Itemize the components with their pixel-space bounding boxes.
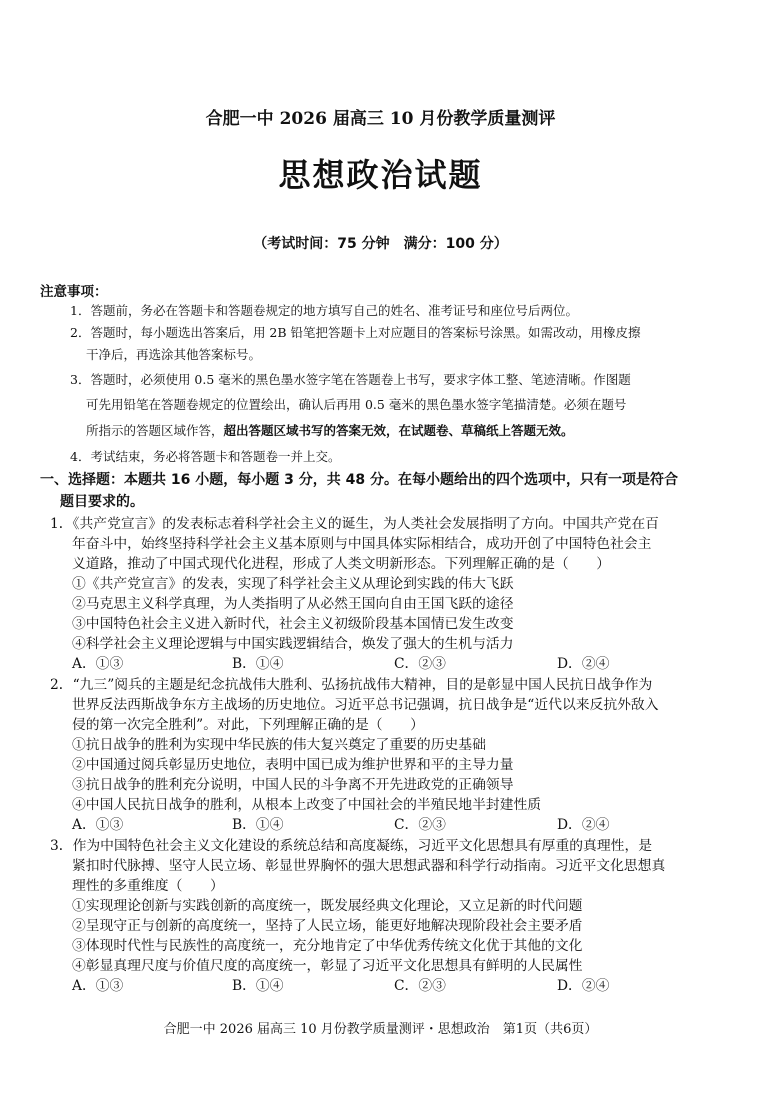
q3-line-1: 3．作为中国特色社会主义文化建设的系统总结和高度凝练，习近平文化思想具有厚重的真理性，是	[50, 838, 653, 854]
q3-line-2: 紧扣时代脉搏、坚守人民立场、彰显世界胸怀的强大思想武器和科学行动指南。习近平文化思想真	[72, 858, 666, 874]
exam-info: （考试时间：75 分钟 满分：100 分）	[253, 236, 508, 252]
notice-item-3-emphasis: 超出答题区域书写的答案无效，在试题卷、草稿纸上答题无效。	[223, 423, 574, 438]
q2-line-1: 2．“九三”阅兵的主题是纪念抗战伟大胜利、弘扬抗战伟大精神，目的是彰显中国人民抗日战争作为	[50, 677, 653, 693]
notice-item-2-cont: 干净后，再选涂其他答案标号。	[86, 347, 262, 362]
section-heading-cont: 题目要求的。	[60, 494, 144, 510]
notice-item-3-cont2	[86, 421, 574, 441]
notice-item-2: 2．答题时，每小题选出答案后，用 2B 铅笔把答题卡上对应题目的答案标号涂黑。如需改动，用橡皮擦	[70, 325, 641, 340]
q1-option-c: C．②③	[394, 656, 446, 672]
notice-title: 注意事项：	[40, 284, 108, 300]
q3-option-b: B．①④	[232, 978, 284, 994]
q3-statement-3: ③体现时代性与民族性的高度统一，充分地肯定了中华优秀传统文化优于其他的文化	[72, 938, 583, 954]
q2-statement-1: ①抗日战争的胜利为实现中华民族的伟大复兴奠定了重要的历史基础	[72, 737, 486, 753]
notice-item-1: 1．答题前，务必在答题卡和答题卷规定的地方填写自己的姓名、准考证号和座位号后两位。	[70, 303, 578, 318]
q3-statement-1: ①实现理论创新与实践创新的高度统一，既发展经典文化理论，又立足新的时代问题	[72, 898, 583, 914]
q1-statement-1: ①《共产党宣言》的发表，实现了科学社会主义从理论到实践的伟大飞跃	[72, 576, 514, 592]
q2-option-b: B．①④	[232, 817, 284, 833]
q1-statement-2: ②马克思主义科学真理，为人类指明了从必然王国向自由王国飞跃的途径	[72, 596, 514, 612]
section-heading: 一、选择题：本题共 16 小题，每小题 3 分，共 48 分。在每小题给出的四个选项中，只有一项是符合	[40, 472, 678, 488]
q3-line-3: 理性的多重维度（ ）	[72, 878, 224, 894]
page-footer: 合肥一中 2026 届高三 10 月份教学质量测评・思想政治 第1页（共6页）	[163, 1022, 598, 1037]
q1-statement-4: ④科学社会主义理论逻辑与中国实践逻辑结合，焕发了强大的生机与活力	[72, 636, 514, 652]
q3-option-d: D．②④	[557, 978, 610, 994]
notice-item-3-cont: 可先用铅笔在答题卷规定的位置绘出，确认后再用 0.5 毫米的黑色墨水签字笔描清楚。必须在题号	[86, 397, 627, 412]
q2-line-3: 侵的第一次完全胜利”。对此，下列理解正确的是（ ）	[72, 717, 424, 733]
notice-item-3-text: 所指示的答题区域作答，	[86, 423, 224, 438]
q1-line-3: 义道路，推动了中国式现代化进程，形成了人类文明新形态。下列理解正确的是（ ）	[72, 556, 611, 572]
q2-statement-4: ④中国人民抗日战争的胜利，从根本上改变了中国社会的半殖民地半封建性质	[72, 797, 542, 813]
q3-option-a: A．①③	[72, 978, 124, 994]
page-title: 思想政治试题	[278, 156, 483, 194]
q1-line-1: 1．《共产党宣言》的发表标志着科学社会主义的诞生，为人类社会发展指明了方向。中国共产党在百	[50, 516, 659, 532]
q3-option-c: C．②③	[394, 978, 446, 994]
q2-statement-2: ②中国通过阅兵彰显历史地位，表明中国已成为维护世界和平的主导力量	[72, 757, 514, 773]
q3-statement-4: ④彰显真理尺度与价值尺度的高度统一，彰显了习近平文化思想具有鲜明的人民属性	[72, 958, 583, 974]
notice-item-4: 4．考试结束，务必将答题卡和答题卷一并上交。	[70, 449, 341, 464]
q1-option-d: D．②④	[557, 656, 610, 672]
q2-option-d: D．②④	[557, 817, 610, 833]
q2-line-2: 世界反法西斯战争东方主战场的历史地位。习近平总书记强调，抗日战争是“近代以来反抗外敌入	[72, 697, 659, 713]
q2-option-c: C．②③	[394, 817, 446, 833]
q1-option-a: A．①③	[72, 656, 124, 672]
q2-option-a: A．①③	[72, 817, 124, 833]
notice-item-3: 3．答题时，必须使用 0.5 毫米的黑色墨水签字笔在答题卷上书写，要求字体工整、笔迹清晰。作图题	[70, 372, 631, 387]
q1-option-b: B．①④	[232, 656, 284, 672]
q1-statement-3: ③中国特色社会主义进入新时代，社会主义初级阶段基本国情已发生改变	[72, 616, 514, 632]
q2-statement-3: ③抗日战争的胜利充分说明，中国人民的斗争离不开先进政党的正确领导	[72, 777, 514, 793]
q1-line-2: 年奋斗中，始终坚持科学社会主义基本原则与中国具体实际相结合，成功开创了中国特色社会主	[72, 536, 652, 552]
q3-statement-2: ②呈现守正与创新的高度统一，坚持了人民立场，能更好地解决现阶段社会主要矛盾	[72, 918, 583, 934]
exam-subtitle: 合肥一中 2026 届高三 10 月份教学质量测评	[205, 109, 556, 129]
